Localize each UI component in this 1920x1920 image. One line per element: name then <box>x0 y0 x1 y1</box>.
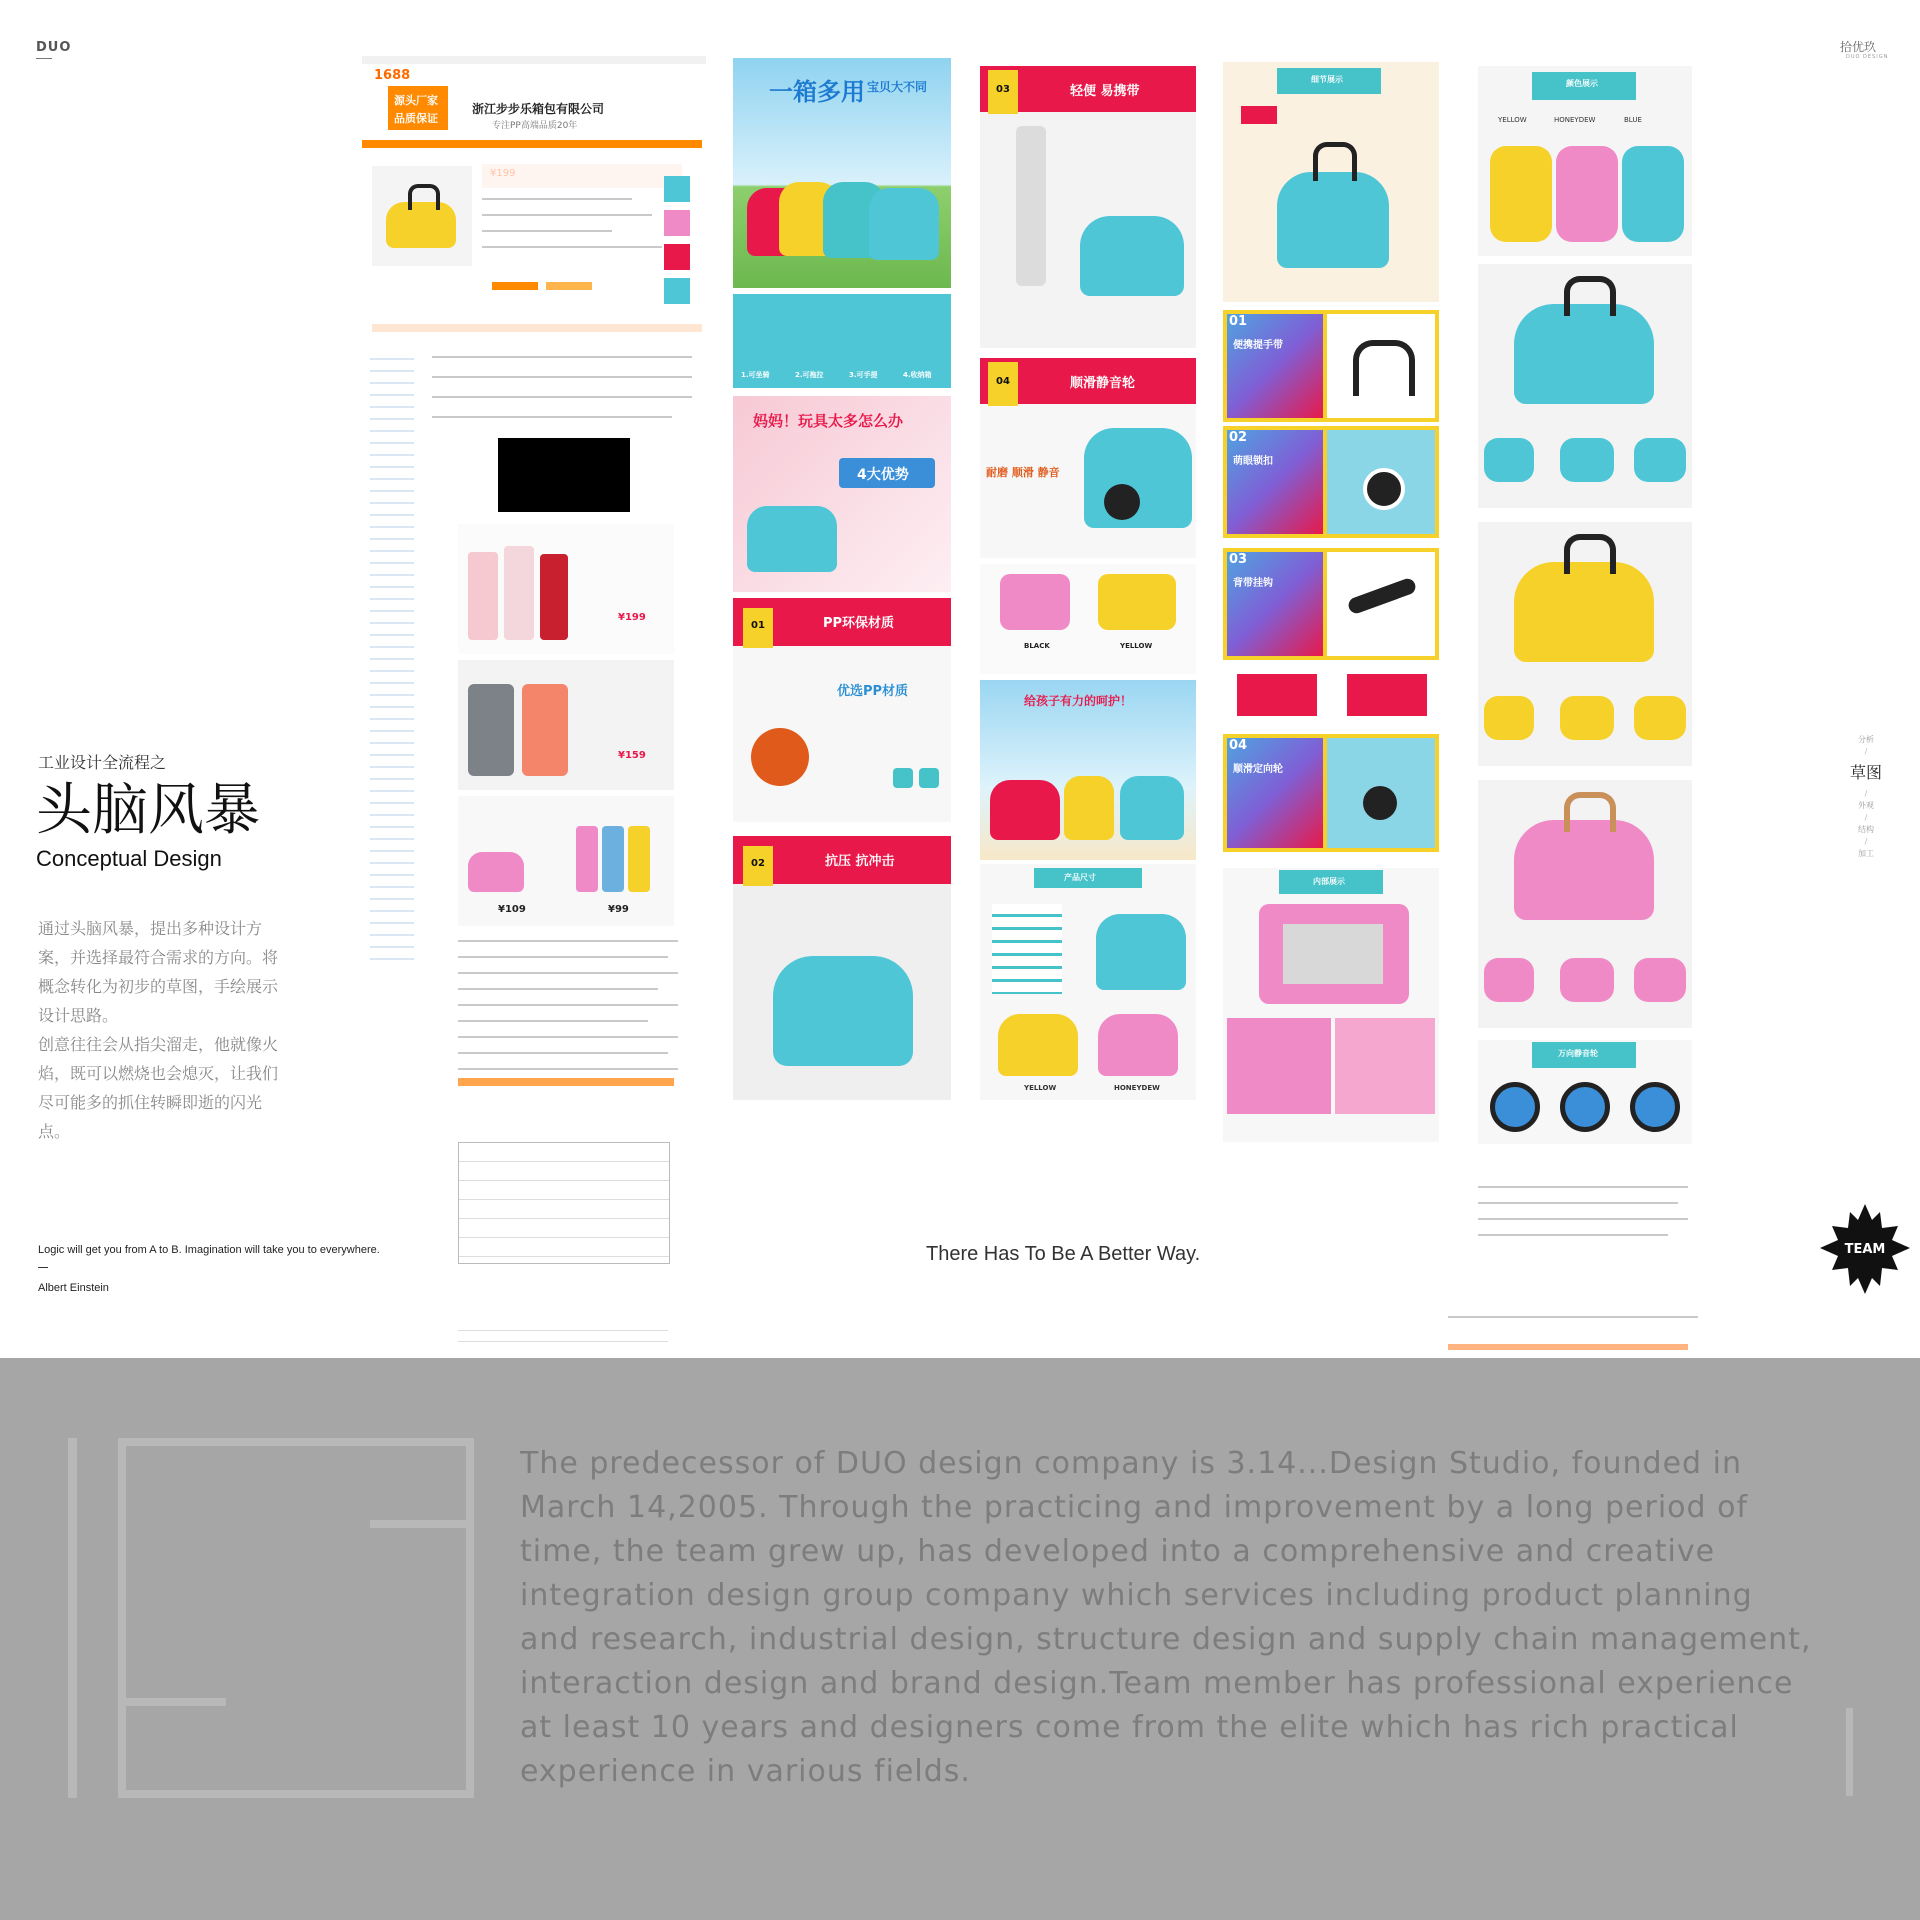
suitcase-listing-3 <box>458 796 674 926</box>
store-navbar <box>362 140 702 148</box>
store-spec-line <box>432 376 692 378</box>
detail-row-2-label: 萌眼锁扣 <box>1233 456 1273 467</box>
process-nav <box>1844 734 1888 860</box>
store-badge-1: 源头厂家 <box>394 94 438 107</box>
colors-text-line <box>1478 1202 1678 1204</box>
yellow-variant <box>1478 522 1692 766</box>
nav-separator: / <box>1864 837 1868 846</box>
detail-row-4-label: 顺滑定向轮 <box>1233 764 1283 775</box>
color-blue-label: BLUE <box>1624 116 1642 124</box>
feature-1-title: PP环保材质 <box>823 616 895 631</box>
store-side-thumbs <box>662 176 694 316</box>
feature-4-no: 04 <box>996 376 1010 387</box>
store-price-box <box>482 164 682 188</box>
duo-logo[interactable]: DUO <box>36 40 72 55</box>
store-text-line <box>458 1020 648 1022</box>
color-showcase <box>1478 66 1692 256</box>
detail-row-1-label: 便携提手带 <box>1233 340 1283 351</box>
store-highlight-line <box>458 1078 674 1086</box>
feature-4-title: 顺滑静音轮 <box>1070 376 1136 391</box>
store-header-logo: 1688 <box>374 68 411 83</box>
store-buy-button <box>492 282 538 290</box>
store-text-line <box>458 1068 678 1070</box>
use-icon-1: 1.可坐骑 <box>741 371 770 379</box>
store-badge-2: 品质保证 <box>394 112 438 125</box>
brand-logo-sub: DUO DESIGN <box>1846 54 1889 60</box>
use-icons <box>733 294 951 388</box>
listing-price-4: ¥99 <box>608 904 629 915</box>
color-yellow-label: YELLOW <box>1498 116 1527 124</box>
feature-1-no: 01 <box>751 620 765 631</box>
colors-title: 颜色展示 <box>1566 79 1598 88</box>
banner-title-2: 宝贝大不同 <box>867 80 928 94</box>
nav-item-processing[interactable]: 加工 <box>1858 849 1874 858</box>
nav-separator: / <box>1864 747 1868 756</box>
detail-row-1 <box>1223 310 1439 422</box>
details-title: 细节展示 <box>1311 75 1343 84</box>
colors-text-line <box>1478 1186 1688 1188</box>
store-text-line <box>458 956 668 958</box>
use-icon-4: 4.收纳箱 <box>903 371 932 379</box>
size-color-yellow: YELLOW <box>1024 1084 1057 1092</box>
store-text-line <box>458 1004 678 1006</box>
listing-price-2: ¥159 <box>618 750 646 761</box>
banner-multi-use <box>733 58 951 288</box>
wheel-color-yellow: YELLOW <box>1120 642 1153 650</box>
detail-row-2 <box>1223 426 1439 538</box>
store-slogan: 专注PP高端品质20年 <box>492 121 578 131</box>
feature-2-no: 02 <box>751 858 765 869</box>
feature-portable <box>980 66 1196 348</box>
nav-item-appearance[interactable]: 外观 <box>1858 801 1874 810</box>
quote-author: Albert Einstein <box>38 1282 109 1294</box>
kids-banner-title: 给孩子有力的呵护！ <box>1024 694 1133 708</box>
detail-row-3-label: 背带挂钩 <box>1233 578 1273 589</box>
colors-text-line <box>1478 1234 1668 1236</box>
feature-3-title: 轻便 易携带 <box>1070 84 1140 99</box>
store-cart-button <box>546 282 592 290</box>
detail-page-details <box>1223 62 1439 1142</box>
team-badge-icon[interactable] <box>1818 1202 1912 1296</box>
store-tabbar <box>372 324 702 332</box>
bracket-decoration-icon <box>68 1438 474 1798</box>
details-overview <box>1223 62 1439 302</box>
store-line <box>482 230 612 232</box>
color-honeydew-label: HONEYDEW <box>1554 116 1596 124</box>
suitcase-listing-2 <box>458 660 674 790</box>
detail-straps <box>1237 668 1433 722</box>
listing-price-1: ¥199 <box>618 612 646 623</box>
wheel-section <box>1478 1040 1692 1144</box>
store-text-line <box>458 972 678 974</box>
store-spec-line <box>432 396 692 398</box>
section-subtitle: 工业设计全流程之 <box>38 753 167 772</box>
logo-underline <box>36 58 52 59</box>
use-icon-2: 2.可拖拉 <box>795 371 824 379</box>
colors-text-line <box>1448 1316 1698 1318</box>
store-spec-line <box>432 356 692 358</box>
listing-price-3: ¥109 <box>498 904 526 915</box>
quote-text: Logic will get you from A to B. Imagination will take you to everywhere. <box>38 1244 380 1256</box>
nav-item-analysis[interactable]: 分析 <box>1858 735 1874 744</box>
blue-variant <box>1478 264 1692 508</box>
team-badge-label: TEAM <box>1844 1242 1886 1257</box>
colors-highlight-line <box>1448 1344 1688 1350</box>
store-video-block <box>498 438 630 512</box>
pink-variant <box>1478 780 1692 1028</box>
store-line <box>482 246 662 248</box>
store-text-line <box>458 988 658 990</box>
feature-3-no: 03 <box>996 84 1010 95</box>
feature-pp-material <box>733 598 951 822</box>
quote-dash <box>38 1267 48 1268</box>
detail-page-features <box>980 66 1196 1100</box>
detail-page-colors <box>1478 66 1694 1296</box>
store-bottom-table <box>458 1320 668 1352</box>
store-spec-line <box>432 416 672 418</box>
about-text: The predecessor of DUO design company is 3.14...Design Studio, founded in March 14,2005. Through the practicing and improvement by a long period of time, the team grew up, has developed into a comprehensive and creative integration design group company which services including product planning and research, industrial design, structure design and supply chain management, interaction design and brand design.Team member has professional experience at least 10 years and designers come from the elite which has rich practical experience in various fields. <box>520 1446 1812 1789</box>
store-size-table <box>458 1142 670 1264</box>
store-page-screenshot <box>362 56 706 1356</box>
detail-row-4 <box>1223 734 1439 852</box>
section-title: 头脑风暴 <box>36 778 260 843</box>
store-line <box>482 198 632 200</box>
inner-section <box>1223 868 1439 1142</box>
detail-row-3-no: 03 <box>1229 552 1248 567</box>
section-title-en: Conceptual Design <box>36 846 222 871</box>
feature-4-text: 耐磨 顺滑 静音 <box>986 466 1060 479</box>
feature-2-title: 抗压 抗冲击 <box>825 854 895 869</box>
section-description <box>38 914 288 1146</box>
detail-row-4-no: 04 <box>1229 738 1248 753</box>
store-sidebar <box>370 348 414 968</box>
size-color-honeydew: HONEYDEW <box>1114 1084 1160 1092</box>
wheel-color-black: BLACK <box>1024 642 1050 650</box>
store-text-line <box>458 1036 678 1038</box>
store-badge <box>388 86 448 130</box>
size-title: 产品尺寸 <box>1064 873 1096 882</box>
store-line <box>482 214 652 216</box>
size-section <box>980 864 1196 1100</box>
mom-banner-title: 妈妈！玩具太多怎么办 <box>753 412 904 430</box>
feature-wheels <box>980 358 1196 558</box>
colors-text-line <box>1478 1218 1688 1220</box>
detail-row-1-no: 01 <box>1229 314 1248 329</box>
store-text-line <box>458 1052 668 1054</box>
use-icon-3: 3.可手提 <box>849 371 878 379</box>
right-tick-decoration <box>1846 1708 1853 1796</box>
tagline: There Has To Be A Better Way. <box>926 1243 1201 1265</box>
nav-item-sketch[interactable]: 草图 <box>1849 763 1882 782</box>
mom-banner <box>733 396 951 592</box>
kids-banner <box>980 680 1196 860</box>
description-paragraph-1: 通过头脑风暴，提出多种设计方案，并选择最符合需求的方向。将概念转化为初步的草图，手绘展示设计思路。 <box>38 919 279 1025</box>
suitcase-listing-1 <box>458 524 674 654</box>
detail-page-multi-use <box>733 58 951 1100</box>
store-name: 浙江步步乐箱包有限公司 <box>472 102 605 116</box>
detail-row-2-no: 02 <box>1229 430 1248 445</box>
product-thumb-yellow <box>372 166 472 266</box>
nav-item-structure[interactable]: 结构 <box>1858 825 1874 834</box>
adv-badge-label: 4大优势 <box>857 467 909 483</box>
adv-badge <box>839 458 935 488</box>
feature-compression <box>733 836 951 1100</box>
wheel-title: 万向静音轮 <box>1558 1049 1598 1058</box>
store-text-line <box>458 940 678 942</box>
feature-1-text: 优选PP材质 <box>837 684 909 699</box>
banner-title: 一箱多用 <box>769 78 865 106</box>
nav-separator: / <box>1864 789 1868 798</box>
description-paragraph-2: 创意往往会从指尖溜走，他就像火焰，既可以燃烧也会熄灭，让我们尽可能多的抓住转瞬即逝的闪光点。 <box>38 1035 279 1141</box>
inner-title: 内部展示 <box>1313 877 1345 886</box>
brand-logo[interactable]: 拾优玖 <box>1840 40 1877 54</box>
detail-row-3 <box>1223 548 1439 660</box>
nav-separator: / <box>1864 813 1868 822</box>
store-topbar <box>362 56 706 64</box>
wheel-colors <box>980 564 1196 674</box>
